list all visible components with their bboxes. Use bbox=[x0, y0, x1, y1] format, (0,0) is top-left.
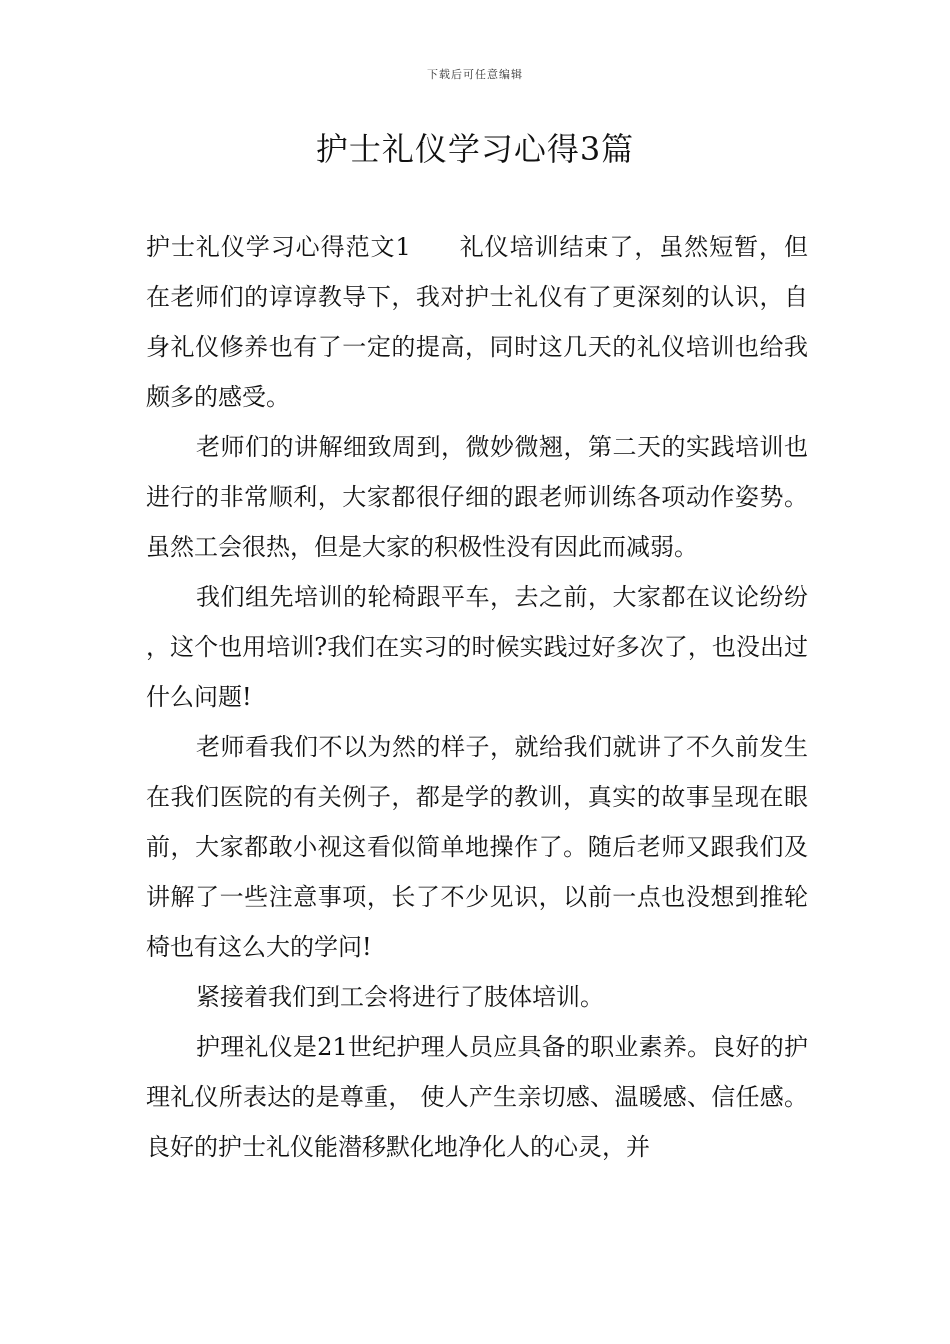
section-label: 护士礼仪学习心得范文1 bbox=[146, 233, 411, 261]
paragraph-1-text: 礼仪培训结束了，虽然短暂，但在老师们的谆谆教导下，我对护士礼仪有了更深刻的认识，自身礼仪修养也有了一定的提高，同时这几天的礼仪培训也给我颇多的感受。 bbox=[146, 233, 809, 411]
paragraph-4: 老师看我们不以为然的样子，就给我们就讲了不久前发生在我们医院的有关例子，都是学的教训，真实的故事呈现在眼前，大家都敢小视这看似简单地操作了。随后老师又跟我们及讲解了一些注意事项，长了不少见识，以前一点也没想到推轮椅也有这么大的学问! bbox=[146, 733, 808, 961]
paragraph-6: 护理礼仪是21世纪护理人员应具备的职业素养。良好的护理礼仪所表达的是尊重， 使人产生亲切感、温暖感、信任感。良好的护士礼仪能潜移默化地净化人的心灵，并 bbox=[146, 1033, 808, 1161]
document-title: 护士礼仪学习心得3篇 bbox=[315, 130, 635, 168]
paragraph-5: 紧接着我们到工会将进行了肢体培训。 bbox=[196, 983, 604, 1011]
paragraph-2: 老师们的讲解细致周到，微妙微翘，第二天的实践培训也进行的非常顺利，大家都很仔细的跟老师训练各项动作姿势。虽然工会很热，但是大家的积极性没有因此而减弱。 bbox=[146, 433, 808, 561]
paragraph-1 bbox=[146, 222, 808, 422]
header-note: 下载后可任意编辑 bbox=[427, 68, 523, 81]
document-body bbox=[146, 222, 808, 1172]
paragraph-3: 我们组先培训的轮椅跟平车，去之前，大家都在议论纷纷 ，这个也用培训?我们在实习的时候实践过好多次了，也没出过什么问题! bbox=[146, 583, 808, 711]
